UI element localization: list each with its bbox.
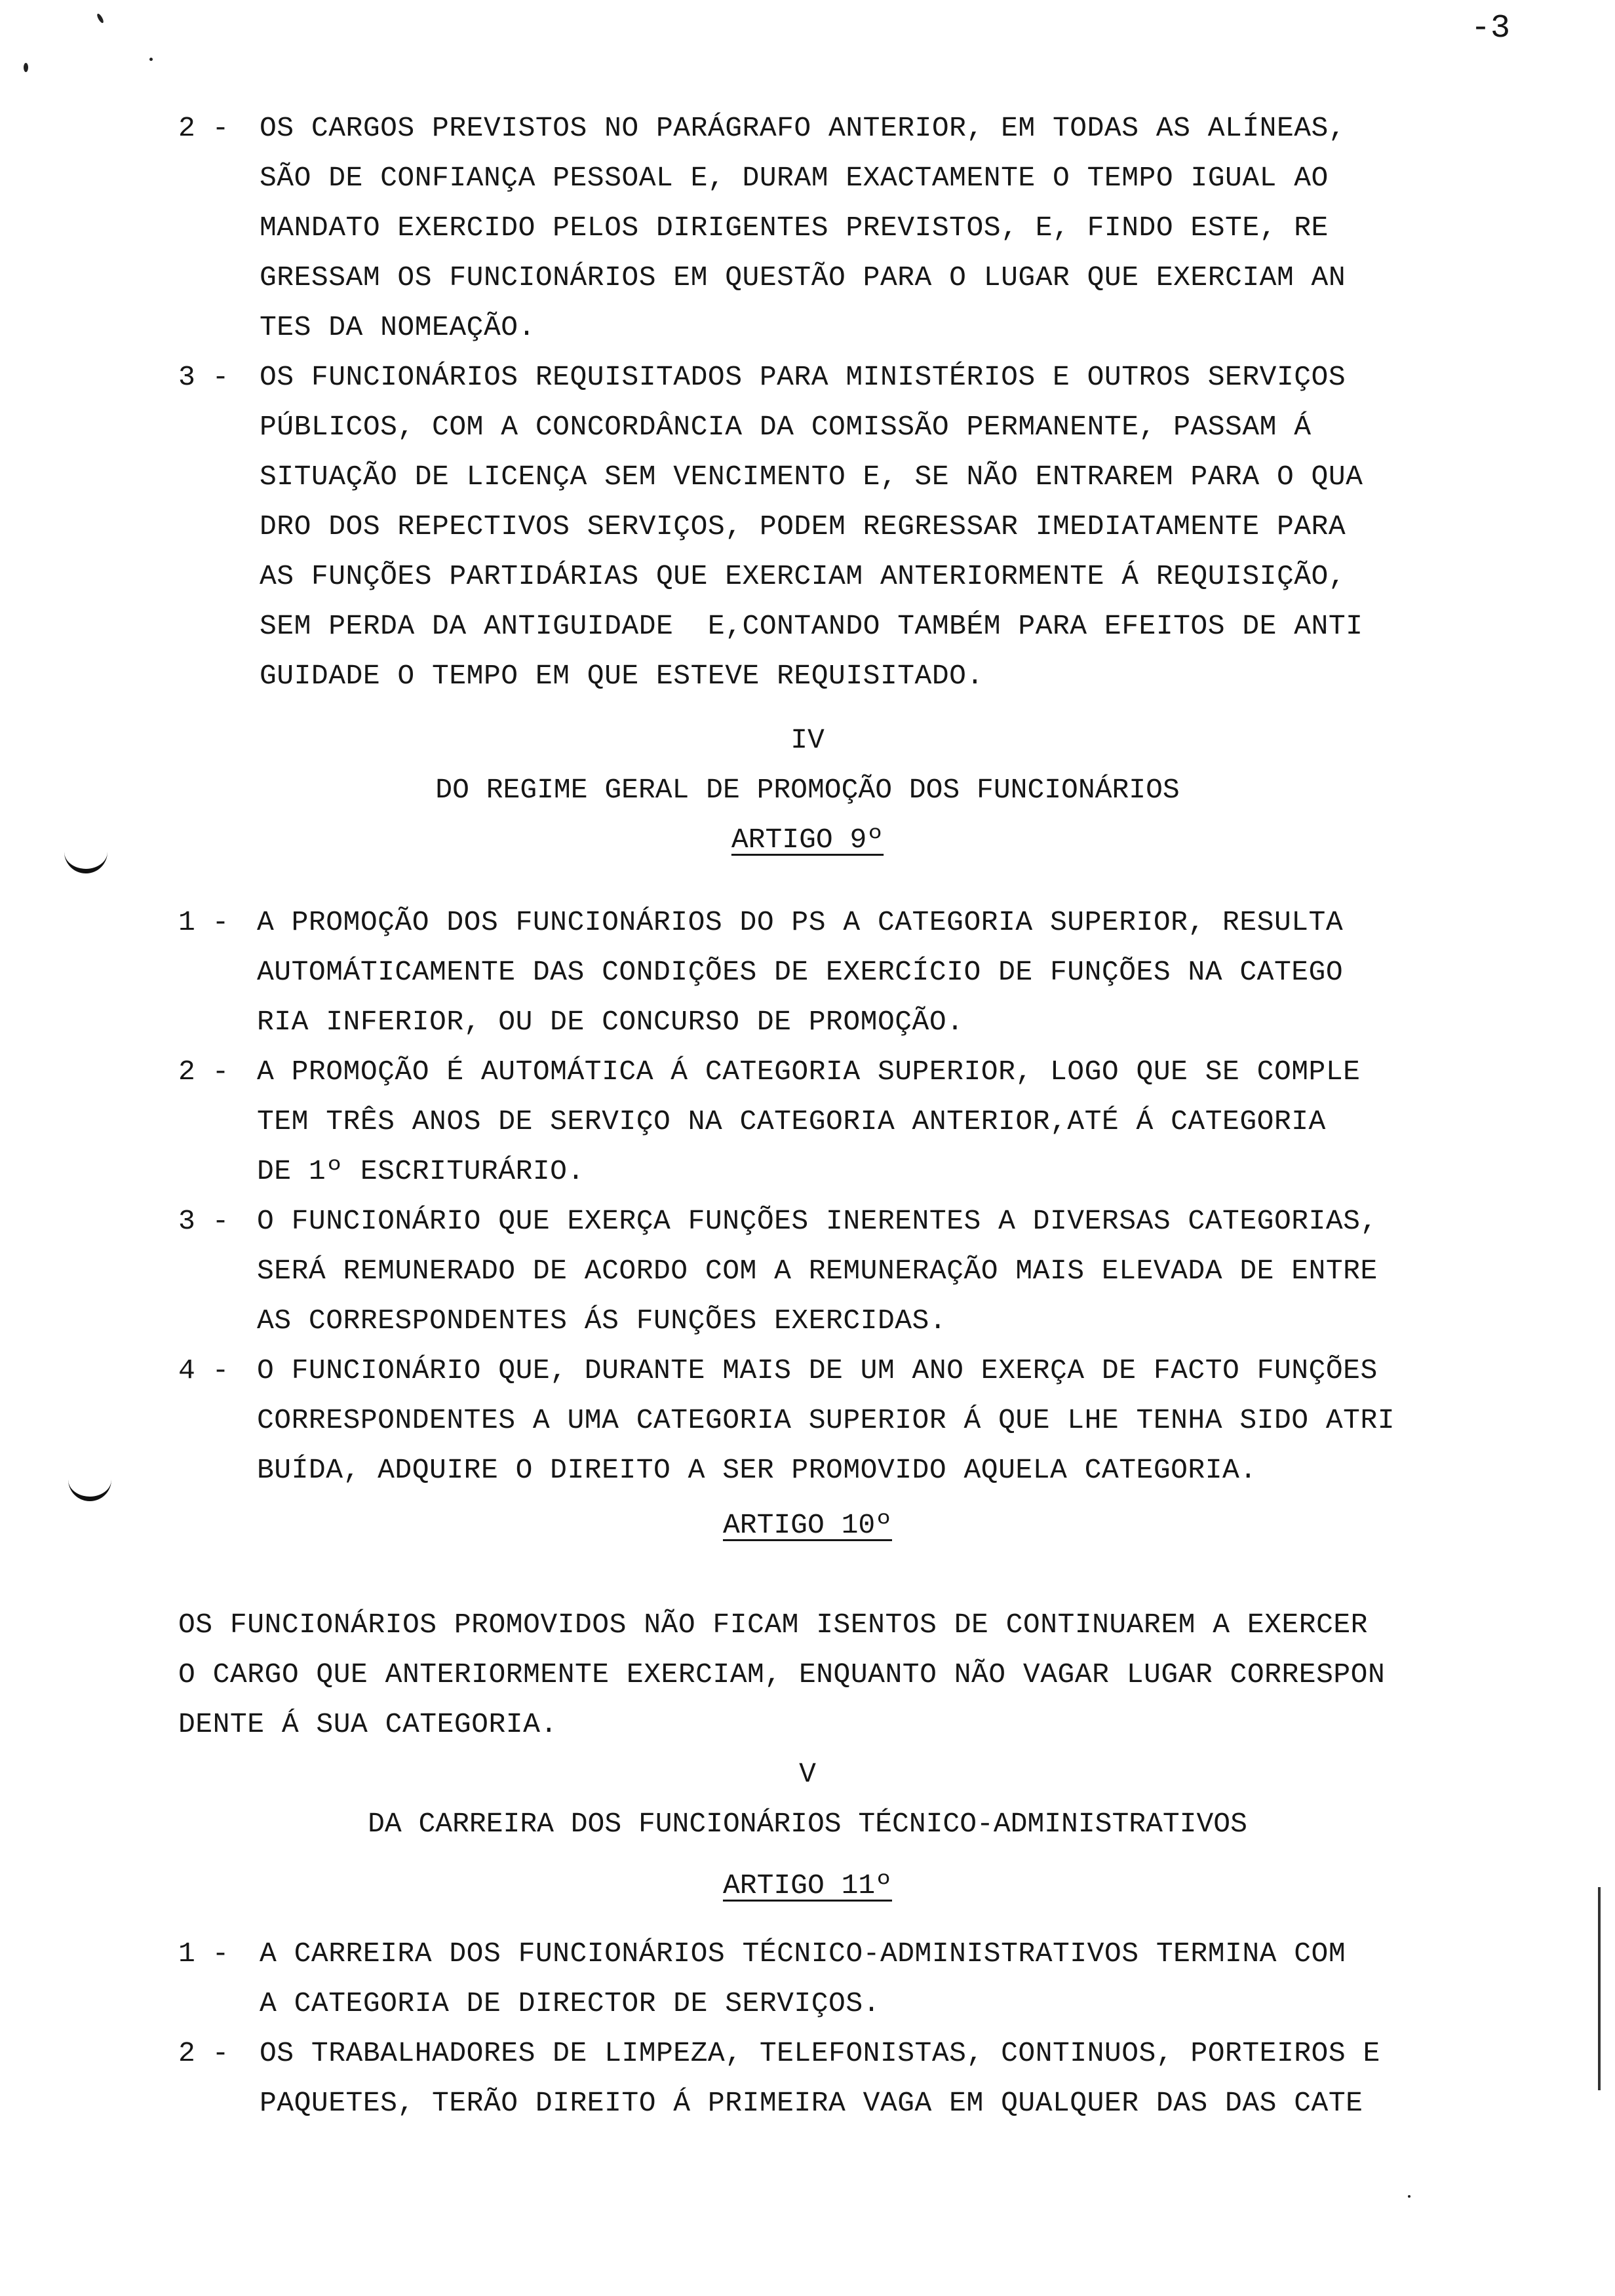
text-line: AUTOMÁTICAMENTE DAS CONDIÇÕES DE EXERCÍCIO DE FUNÇÕES NA CATEGO [257,956,1344,988]
item-number: 3 - [178,1205,229,1237]
text-line: OS TRABALHADORES DE LIMPEZA, TELEFONISTAS, CONTINUOS, PORTEIROS E [260,2037,1380,2069]
text-line: GUIDADE O TEMPO EM QUE ESTEVE REQUISITADO. [260,660,984,692]
text-line: AS CORRESPONDENTES ÁS FUNÇÕES EXERCIDAS. [257,1305,947,1337]
article-heading [0,815,1615,865]
text-line: O FUNCIONÁRIO QUE, DURANTE MAIS DE UM ANO EXERÇA DE FACTO FUNÇÕES [257,1354,1378,1387]
chapter-numeral: V [799,1758,816,1790]
text-line: SÃO DE CONFIANÇA PESSOAL E, DURAM EXACTAMENTE O TEMPO IGUAL AO [260,162,1329,194]
text-line: A PROMOÇÃO É AUTOMÁTICA Á CATEGORIA SUPERIOR, LOGO QUE SE COMPLE [257,1056,1361,1088]
article-heading [0,1861,1615,1911]
item-number: 1 - [178,906,229,938]
scan-edge-line [1598,1887,1601,2090]
text-line: TEM TRÊS ANOS DE SERVIÇO NA CATEGORIA ANTERIOR,ATÉ Á CATEGORIA [257,1105,1326,1138]
punch-hole-mark [68,1477,111,1501]
text-line: OS CARGOS PREVISTOS NO PARÁGRAFO ANTERIOR, EM TODAS AS ALÍNEAS, [260,112,1346,144]
text-line: MANDATO EXERCIDO PELOS DIRIGENTES PREVISTOS, E, FINDO ESTE, RE [260,212,1329,244]
text-line: O CARGO QUE ANTERIORMENTE EXERCIAM, ENQUANTO NÃO VAGAR LUGAR CORRESPON [178,1658,1386,1691]
text-line: DENTE Á SUA CATEGORIA. [178,1708,558,1740]
scan-speck [149,58,153,61]
text-line: A CARREIRA DOS FUNCIONÁRIOS TÉCNICO-ADMINISTRATIVOS TERMINA COM [260,1938,1346,1970]
item-number: 2 - [178,112,229,144]
text-line: TES DA NOMEAÇÃO. [260,311,535,343]
text-line: SERÁ REMUNERADO DE ACORDO COM A REMUNERAÇÃO MAIS ELEVADA DE ENTRE [257,1255,1378,1287]
article-title: ARTIGO 11º [722,1869,893,1902]
text-line: CORRESPONDENTES A UMA CATEGORIA SUPERIOR Á QUE LHE TENHA SIDO ATRI [257,1404,1395,1436]
text-line: GRESSAM OS FUNCIONÁRIOS EM QUESTÃO PARA O LUGAR QUE EXERCIAM AN [260,261,1346,294]
text-line: A CATEGORIA DE DIRECTOR DE SERVIÇOS. [260,1987,880,2019]
text-line: O FUNCIONÁRIO QUE EXERÇA FUNÇÕES INERENTES A DIVERSAS CATEGORIAS, [257,1205,1378,1237]
text-line: SEM PERDA DA ANTIGUIDADE E,CONTANDO TAMBÉM PARA EFEITOS DE ANTI [260,610,1363,642]
article-heading [0,1501,1615,1550]
page-number: -3 [1470,10,1510,47]
scan-speck [1408,2195,1411,2198]
chapter-title: DA CARREIRA DOS FUNCIONÁRIOS TÉCNICO-ADMINISTRATIVOS [368,1808,1247,1840]
text-line: DRO DOS REPECTIVOS SERVIÇOS, PODEM REGRESSAR IMEDIATAMENTE PARA [260,510,1346,543]
item-number: 4 - [178,1354,229,1387]
item-number: 2 - [178,2037,229,2069]
article-title: ARTIGO 9º [731,824,884,856]
text-line: AS FUNÇÕES PARTIDÁRIAS QUE EXERCIAM ANTERIORMENTE Á REQUISIÇÃO, [260,560,1346,592]
text-line: RIA INFERIOR, OU DE CONCURSO DE PROMOÇÃO. [257,1006,964,1038]
text-line: PÚBLICOS, COM A CONCORDÂNCIA DA COMISSÃO PERMANENTE, PASSAM Á [260,411,1312,443]
text-line: A PROMOÇÃO DOS FUNCIONÁRIOS DO PS A CATEGORIA SUPERIOR, RESULTA [257,906,1344,938]
item-number: 2 - [178,1056,229,1088]
chapter-title: DO REGIME GERAL DE PROMOÇÃO DOS FUNCIONÁRIOS [435,774,1180,806]
text-line: BUÍDA, ADQUIRE O DIREITO A SER PROMOVIDO AQUELA CATEGORIA. [257,1454,1257,1486]
item-number: 3 - [178,361,229,393]
text-line: PAQUETES, TERÃO DIREITO Á PRIMEIRA VAGA EM QUALQUER DAS DAS CATE [260,2087,1363,2119]
text-line: DE 1º ESCRITURÁRIO. [257,1155,585,1187]
chapter-numeral: IV [790,724,825,756]
scan-speck [24,63,28,72]
item-number: 1 - [178,1938,229,1970]
text-line: SITUAÇÃO DE LICENÇA SEM VENCIMENTO E, SE NÃO ENTRAREM PARA O QUA [260,461,1363,493]
text-line: OS FUNCIONÁRIOS REQUISITADOS PARA MINISTÉRIOS E OUTROS SERVIÇOS [260,361,1346,393]
scan-speck [96,13,104,24]
text-line: OS FUNCIONÁRIOS PROMOVIDOS NÃO FICAM ISENTOS DE CONTINUAREM A EXERCER [178,1609,1368,1641]
article-title: ARTIGO 10º [722,1509,893,1541]
